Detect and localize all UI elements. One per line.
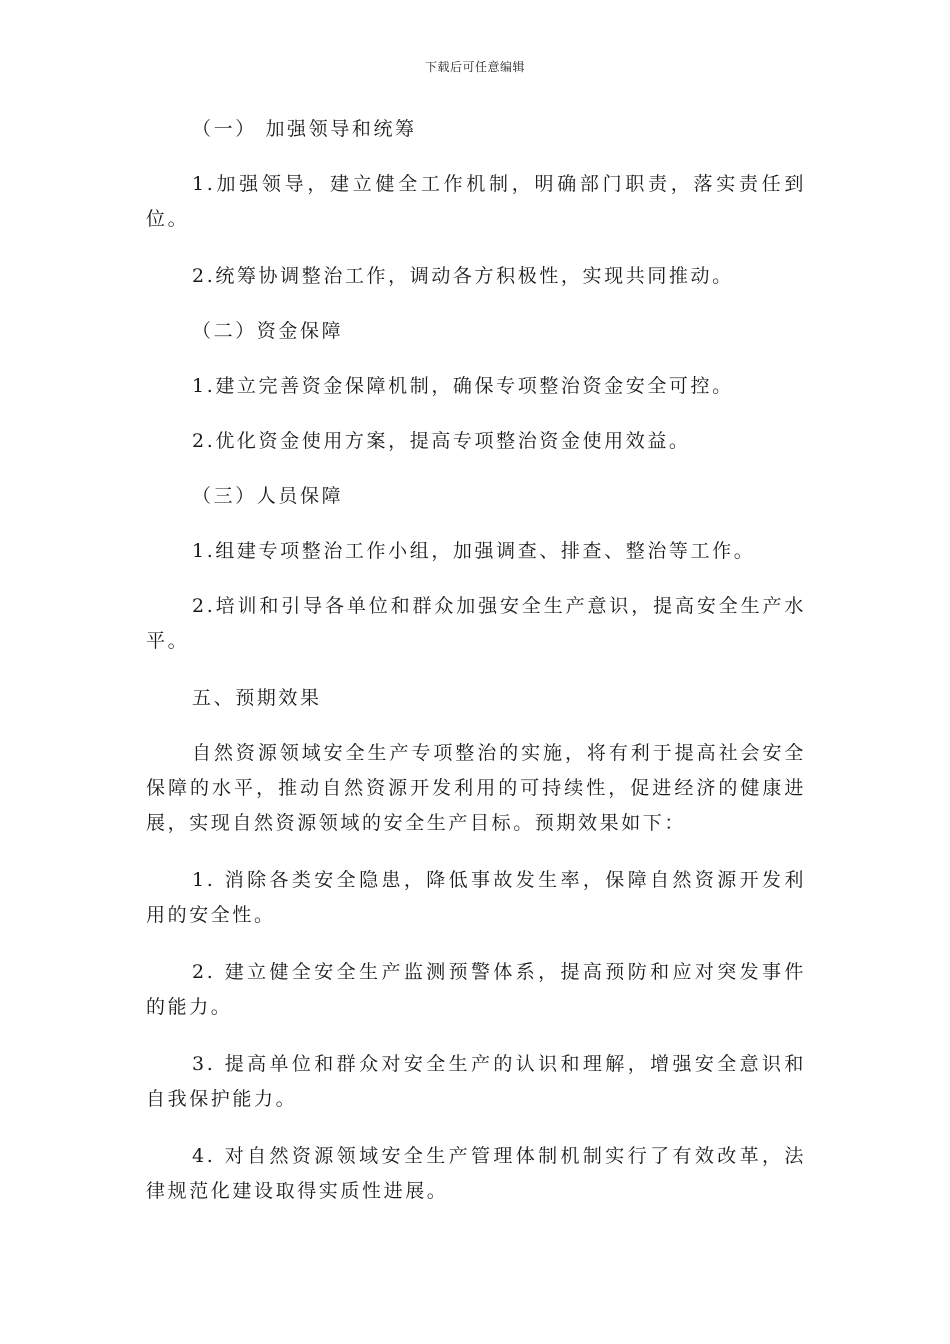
paragraph: 2.培训和引导各单位和群众加强安全生产意识，提高安全生产水平。 [146,595,806,652]
document-body [146,112,806,1209]
paragraph: 3. 提高单位和群众对安全生产的认识和理解，增强安全意识和自我保护能力。 [146,1053,806,1110]
paragraph: 2.优化资金使用方案，提高专项整治资金使用效益。 [192,430,691,452]
paragraph: 4. 对自然资源领域安全生产管理体制机制实行了有效改革，法律规范化建设取得实质性进展。 [146,1145,806,1202]
page-header-note: 下载后可任意编辑 [424,60,525,74]
section-heading-expected-results: 五、预期效果 [192,687,322,709]
paragraph: 1.建立完善资金保障机制，确保专项整治资金安全可控。 [192,375,734,397]
paragraph: 1.加强领导，建立健全工作机制，明确部门职责，落实责任到位。 [146,173,806,230]
paragraph: 2.统筹协调整治工作，调动各方积极性，实现共同推动。 [192,265,734,287]
paragraph: 2. 建立健全安全生产监测预警体系，提高预防和应对突发事件的能力。 [146,961,806,1018]
paragraph: 自然资源领域安全生产专项整治的实施，将有利于提高社会安全保障的水平，推动自然资源开发利用的可持续性，促进经济的健康进展，实现自然资源领域的安全生产目标。预期效果如下： [146,742,806,834]
section-heading-leadership: （一） 加强领导和统筹 [192,118,417,140]
paragraph: 1.组建专项整治工作小组，加强调查、排查、整治等工作。 [192,540,756,562]
section-heading-funding: （二）资金保障 [192,320,344,342]
section-heading-personnel: （三）人员保障 [192,485,344,507]
paragraph: 1. 消除各类安全隐患，降低事故发生率，保障自然资源开发利用的安全性。 [146,869,806,926]
